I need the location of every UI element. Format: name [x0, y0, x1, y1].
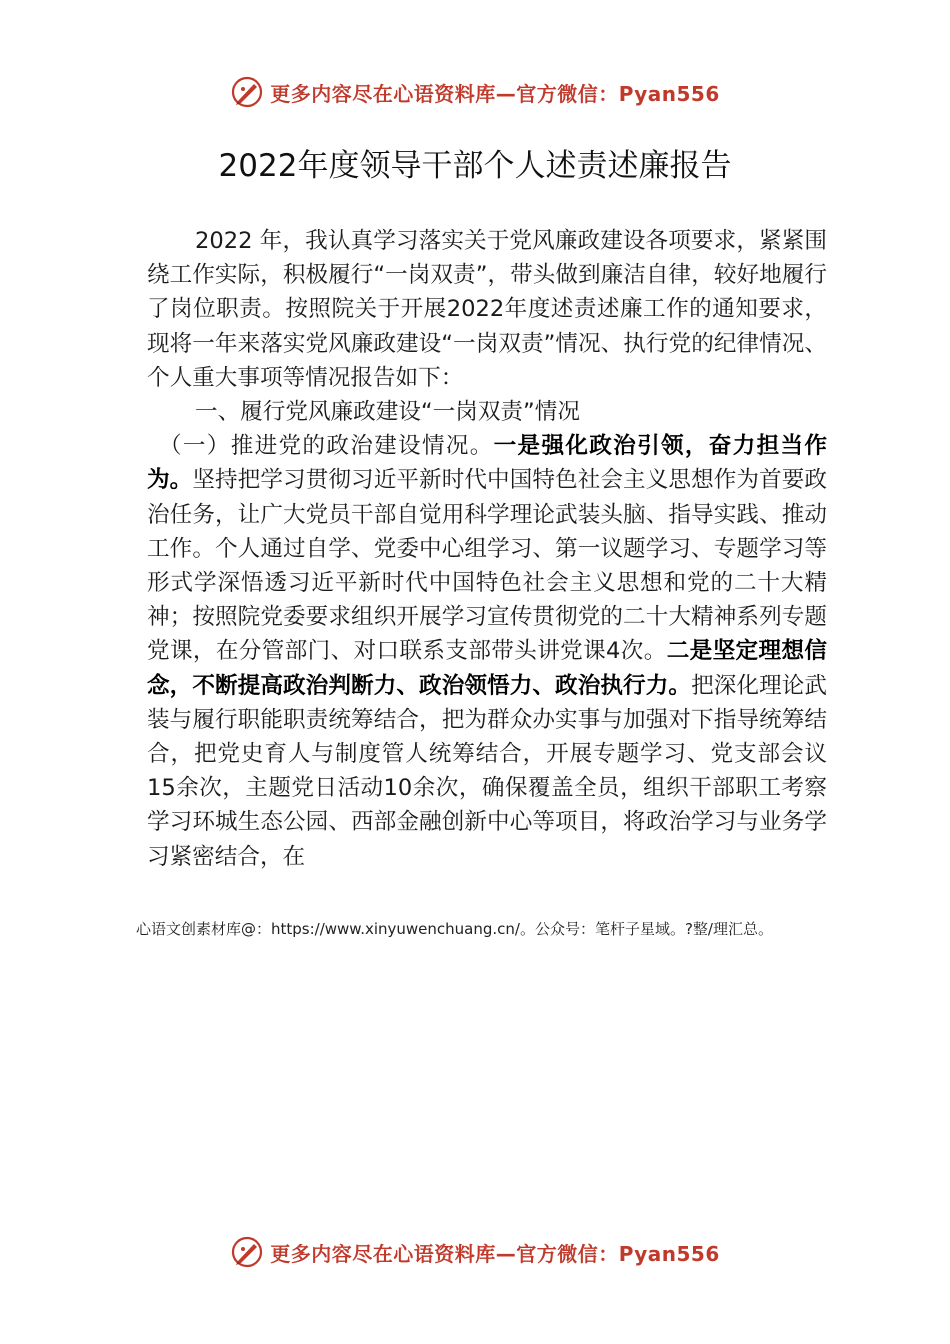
- pen-circle-logo-icon: [230, 75, 264, 109]
- header-banner-text: 更多内容尽在心语资料库—官方微信：Pyan556: [270, 81, 720, 106]
- footer-banner: [0, 1232, 950, 1272]
- paragraph-run: 坚持把学习贯彻习近平新时代中国特色社会主义思想作为首要政治任务，让广大党员干部自觉用科学理论武装头脑、指导实践、推动工作。个人通过自学、党委中心组学习、第一议题学习、专题学习等形式学深悟透习近平新时代中国特色社会主义思想和党的二十大精神；按照院党委要求组织开展学习宣传贯彻党的二十大精神系列专题党课，在分管部门、对口联系支部带头讲党课4次。: [147, 467, 828, 665]
- paragraph-run: 2022 年，我认真学习落实关于党风廉政建设各项要求，紧紧围绕工作实际，积极履行“一岗双责”，带头做到廉洁自律，较好地履行了岗位职责。按照院关于开展2022年度述责述廉工作的通知要求，现将一年来落实党风廉政建设“一岗双责”情况、执行党的纪律情况、个人重大事项等情况报告如下：: [147, 228, 827, 391]
- paragraph-run: 一、履行党风廉政建设“一岗双责”情况: [195, 399, 580, 426]
- paragraph-intro: [147, 224, 827, 395]
- pen-circle-logo-icon: [230, 1235, 264, 1269]
- paragraph-political-building: [147, 429, 827, 874]
- paragraph-run-bold: 二是坚定理想信念，不断提高政治判断力、政治领悟力、政治执行力。: [147, 638, 828, 699]
- paragraph-run: 把深化理论武装与履行职能职责统筹结合，把为群众办实事与加强对下指导统筹结合，把党史育人与制度管人统筹结合，开展专题学习、党支部会议15余次，主题党日活动10余次，确保覆盖全员，组织干部职工考察学习环城生态公园、西部金融创新中心等项目，将政治学习与业务学习紧密结合，在: [147, 672, 828, 870]
- paragraph-run-bold: 一是强化政治引领，奋力担当作为。: [147, 433, 828, 494]
- footer-banner-text: 更多内容尽在心语资料库—官方微信：Pyan556: [270, 1241, 720, 1266]
- document-body: [147, 224, 827, 874]
- source-footnote: 心语文创素材库@：https://www.xinyuwenchuang.cn/。公众号：笔杆子星域。?整/理汇总。: [136, 920, 773, 938]
- header-banner: [0, 72, 950, 112]
- section-heading-1: [147, 395, 827, 429]
- paragraph-run: （一）推进党的政治建设情况。: [159, 433, 494, 460]
- document-title: 2022年度领导干部个人述责述廉报告: [218, 148, 732, 184]
